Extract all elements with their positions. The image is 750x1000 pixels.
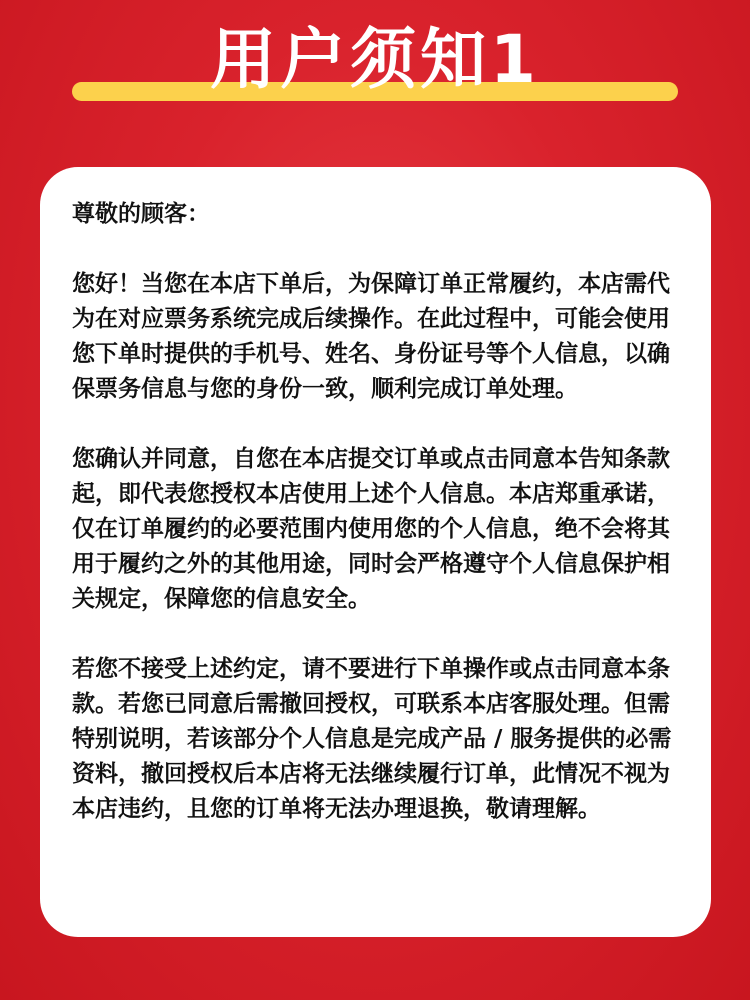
notice-greeting: 尊敬的顾客：: [72, 201, 210, 227]
page-title: 用户须知1: [210, 21, 540, 98]
notice-paragraph-1: 您好！当您在本店下单后，为保障订单正常履约，本店需代为在对应票务系统完成后续操作。在此过程中，可能会使用您下单时提供的手机号、姓名、身份证号等个人信息，以确保票务信息与您的身份一致，顺利完成订单处理。: [72, 271, 670, 402]
notice-card: [40, 167, 711, 937]
title-banner: [0, 18, 750, 108]
notice-content: [72, 197, 692, 827]
notice-paragraph-2: 您确认并同意，自您在本店提交订单或点击同意本告知条款起，即代表您授权本店使用上述个人信息。本店郑重承诺，仅在订单履约的必要范围内使用您的个人信息，绝不会将其用于履约之外的其他用途，同时会严格遵守个人信息保护相关规定，保障您的信息安全。: [72, 446, 670, 612]
notice-paragraph-3: 若您不接受上述约定，请不要进行下单操作或点击同意本条款。若您已同意后需撤回授权，可联系本店客服处理。但需特别说明，若该部分个人信息是完成产品 / 服务提供的必需资料，撤回授权后本店将无法继续履行订单，此情况不视为本店违约，且您的订单将无法办理退换，敬请理解。: [72, 656, 672, 822]
